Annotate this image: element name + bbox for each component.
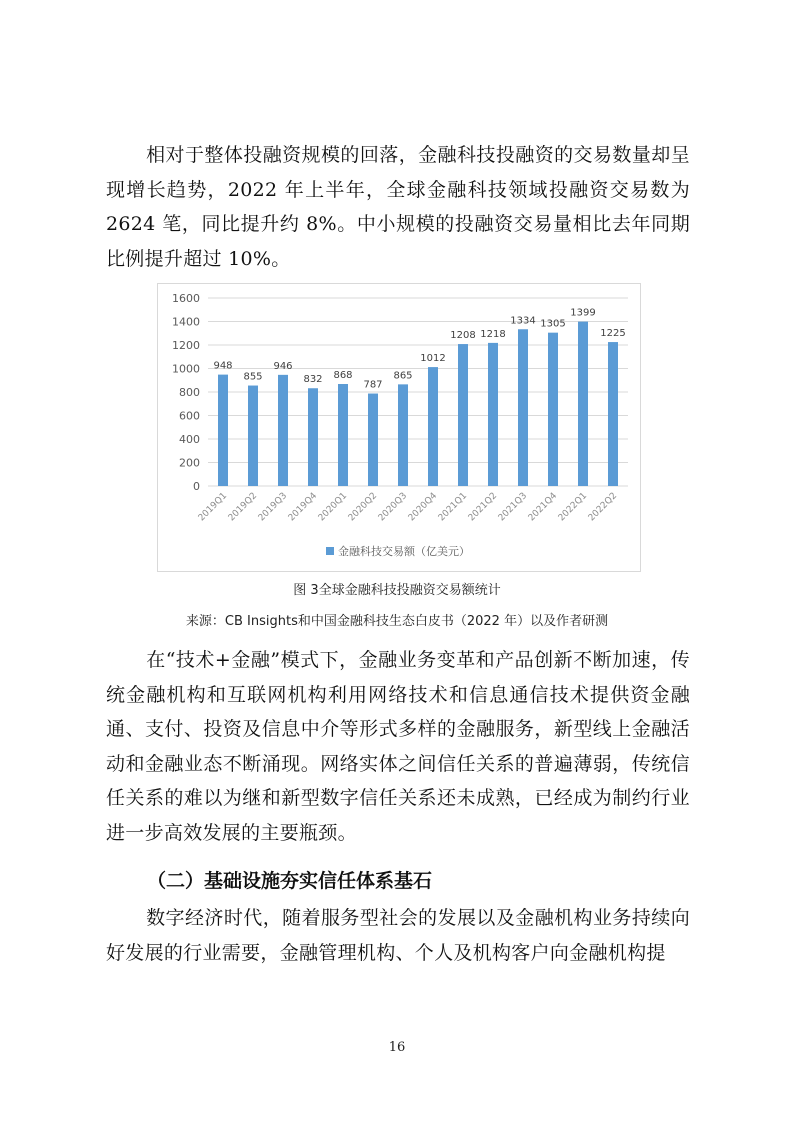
legend-swatch <box>326 547 334 555</box>
data-label: 1218 <box>480 328 506 340</box>
data-label: 1399 <box>570 307 596 319</box>
paragraph-3 <box>106 901 690 970</box>
bar <box>368 394 378 486</box>
bar <box>458 344 468 486</box>
y-tick-label: 1600 <box>172 292 200 305</box>
y-tick-label: 200 <box>179 456 200 470</box>
bar <box>338 384 348 486</box>
bar <box>578 322 588 486</box>
x-tick-label: 2019Q2 <box>226 491 260 524</box>
paragraph-2-text: 在“技术+金融”模式下，金融业务变革和产品创新不断加速，传统金融机构和互联网机构利用网络技术和信息通信技术提供资金融通、支付、投资及信息中介等形式多样的金融服务，新型线上金融活动和金融业态不断涌现。网络实体之间信任关系的普遍薄弱，传统信任关系的难以为继和新型数字信任关系还未成熟，已经成为制约行业进一步高效发展的主要瓶颈。 <box>106 649 690 844</box>
y-tick-label: 1200 <box>172 339 200 352</box>
data-label: 1012 <box>420 353 446 365</box>
data-label: 868 <box>333 370 353 382</box>
x-tick-label: 2022Q2 <box>586 491 620 524</box>
bar <box>248 386 258 486</box>
data-label: 1225 <box>600 328 626 340</box>
data-label: 1305 <box>540 318 566 330</box>
y-tick-label: 600 <box>179 409 200 423</box>
bar <box>218 375 228 486</box>
x-tick-label: 2019Q4 <box>286 491 320 524</box>
x-tick-label: 2020Q4 <box>406 491 440 524</box>
data-label: 1208 <box>450 330 476 342</box>
y-tick-label: 400 <box>179 433 200 446</box>
paragraph-2 <box>106 643 690 850</box>
x-tick-label: 2021Q3 <box>496 491 530 524</box>
x-tick-label: 2021Q4 <box>526 491 560 524</box>
paragraph-1-text: 相对于整体投融资规模的回落，金融科技投融资的交易数量却呈现增长趋势，2022 年上半年，全球金融科技领域投融资交易数为 2624 笔，同比提升约 8%。中小规模的投融资交易量相比去年同期比例提升超过 10%。 <box>106 144 690 270</box>
data-label: 948 <box>213 360 233 372</box>
bar <box>308 388 318 486</box>
data-label: 855 <box>243 371 263 383</box>
bar <box>518 329 528 486</box>
bar <box>608 342 618 486</box>
x-tick-label: 2021Q2 <box>466 491 500 524</box>
x-tick-label: 2019Q1 <box>196 491 230 524</box>
data-label: 787 <box>363 379 383 391</box>
data-label: 832 <box>303 374 323 386</box>
x-tick-label: 2020Q2 <box>346 491 380 524</box>
figure-source: 来源：CB Insights和中国金融科技生态白皮书（2022 年）以及作者研测 <box>185 614 609 629</box>
bar <box>488 343 498 486</box>
y-tick-label: 800 <box>179 386 200 399</box>
chart-svg <box>158 284 640 571</box>
x-tick-label: 2019Q3 <box>256 491 290 524</box>
data-label: 865 <box>393 370 413 382</box>
section-heading: （二）基础设施夯实信任体系基石 <box>147 870 433 892</box>
page-number: 16 <box>388 1040 406 1055</box>
y-tick-label: 0 <box>193 480 200 493</box>
y-tick-label: 1400 <box>172 315 200 329</box>
bar <box>428 367 438 486</box>
bar <box>278 375 288 486</box>
bar-chart <box>157 283 641 572</box>
y-tick-label: 1000 <box>172 362 200 376</box>
bar <box>548 333 558 486</box>
x-tick-label: 2020Q3 <box>376 491 410 524</box>
data-label: 1334 <box>510 315 536 327</box>
x-tick-label: 2020Q1 <box>316 491 350 524</box>
data-label: 946 <box>273 360 293 372</box>
paragraph-1 <box>106 138 690 276</box>
paragraph-3-text: 数字经济时代，随着服务型社会的发展以及金融机构业务持续向好发展的行业需要，金融管理机构、个人及机构客户向金融机构提 <box>106 907 690 964</box>
bar <box>398 384 408 486</box>
legend-label: 金融科技交易额（亿美元） <box>338 545 470 558</box>
x-tick-label: 2021Q1 <box>436 491 470 524</box>
figure-caption: 图 3全球金融科技投融资交易额统计 <box>293 583 501 598</box>
x-tick-label: 2022Q1 <box>556 491 590 524</box>
